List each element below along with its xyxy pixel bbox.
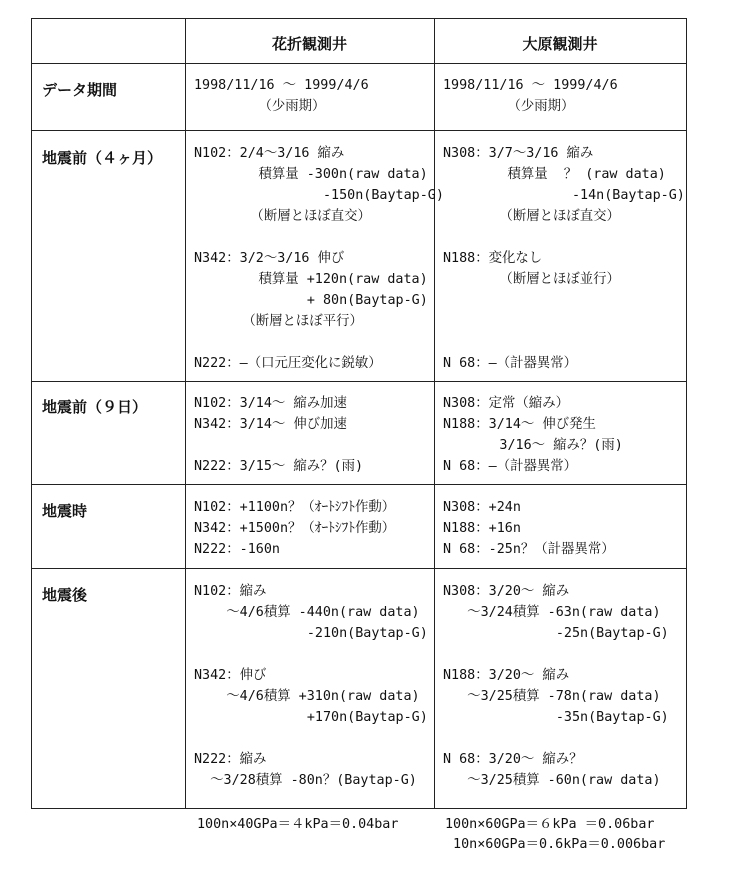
cell-line: 100n×60GPa＝６kPa ＝0.06bar — [445, 817, 655, 832]
cell-line: （少雨期） — [194, 99, 326, 114]
cell-line: N342：伸び — [194, 668, 267, 683]
cell-line: ～3/24積算 -63n(raw data) — [443, 605, 661, 620]
cell-before-9days-hanaore — [194, 393, 363, 477]
row-label-data-period: データ期間 — [42, 81, 118, 99]
cell-line — [443, 290, 685, 311]
row-divider-1 — [32, 130, 686, 131]
footnote-formula-hanaore — [197, 815, 398, 835]
cell-line: 1998/11/16 ～ 1999/4/6 — [194, 78, 369, 93]
cell-line: + 80n(Baytap-G) — [194, 293, 428, 308]
cell-line: 100n×40GPa＝４kPa＝0.04bar — [197, 817, 399, 832]
cell-line: N 68：3/20～ 縮み？ — [443, 752, 583, 767]
row-label-during-quake: 地震時 — [42, 502, 88, 520]
column-divider-1 — [185, 19, 186, 808]
cell-line: -35n(Baytap-G) — [443, 710, 669, 725]
header-hanaore-well: 花折観測井 — [271, 35, 347, 53]
cell-before-9days-ohara — [443, 393, 623, 477]
cell-line: N222：-160n — [194, 542, 280, 557]
cell-line: -14n(Baytap-G) — [443, 188, 685, 203]
row-label-before-4months: 地震前（４ヶ月） — [42, 149, 163, 167]
cell-line — [194, 227, 444, 248]
cell-data-period-ohara — [443, 75, 618, 117]
cell-line: 10n×60GPa＝0.6kPa＝0.006bar — [445, 837, 666, 852]
header-ohara-well: 大原観測井 — [522, 35, 598, 53]
row-label-before-9days: 地震前（９日） — [42, 398, 148, 416]
cell-line: ～3/28積算 -80n？(Baytap-G) — [194, 773, 417, 788]
cell-line: N102：縮み — [194, 584, 267, 599]
cell-line: （断層とほぼ平行） — [194, 314, 363, 329]
cell-line: 積算量 -300n(raw data) — [194, 167, 428, 182]
cell-line: 積算量 +120n(raw data) — [194, 272, 428, 287]
row-label-after-quake: 地震後 — [42, 586, 88, 604]
cell-line — [194, 728, 428, 749]
cell-line: -150n(Baytap-G) — [194, 188, 444, 203]
cell-line: N102：+1100n？（ｵｰﾄｼﾌﾄ作動） — [194, 500, 396, 515]
cell-line: 3/16～ 縮み？(雨) — [443, 438, 623, 453]
row-divider-2 — [32, 381, 686, 382]
cell-line: 積算量 ？ (raw data) — [443, 167, 666, 182]
cell-after-quake-ohara — [443, 581, 669, 791]
cell-line: ～4/6積算 +310n(raw data) — [194, 689, 420, 704]
cell-line: N222：―（口元圧変化に鋭敏） — [194, 356, 382, 371]
cell-line: -25n(Baytap-G) — [443, 626, 669, 641]
cell-line: N342：+1500n？（ｵｰﾄｼﾌﾄ作動） — [194, 521, 396, 536]
cell-during-quake-hanaore — [194, 497, 395, 560]
cell-line: （断層とほぼ直交） — [194, 209, 371, 224]
cell-line: ～3/25積算 -78n(raw data) — [443, 689, 661, 704]
footnote-formula-ohara — [445, 815, 665, 855]
cell-line: N222：3/15～ 縮み？(雨) — [194, 459, 364, 474]
cell-line — [194, 644, 428, 665]
cell-line: N 68：-25n？（計器異常） — [443, 542, 615, 557]
row-divider-3 — [32, 484, 686, 485]
cell-after-quake-hanaore — [194, 581, 428, 791]
cell-line: ～3/25積算 -60n(raw data) — [443, 773, 661, 788]
cell-line: ～4/6積算 -440n(raw data) — [194, 605, 420, 620]
cell-line: （少雨期） — [443, 99, 575, 114]
cell-line: N342：3/14～ 伸び加速 — [194, 417, 347, 432]
cell-line: N308：3/20～ 縮み — [443, 584, 570, 599]
cell-during-quake-ohara — [443, 497, 615, 560]
cell-line: +170n(Baytap-G) — [194, 710, 428, 725]
comparison-table — [31, 18, 687, 809]
cell-line — [443, 311, 685, 332]
cell-line: N 68：―（計器異常） — [443, 356, 578, 371]
cell-before-4months-ohara — [443, 143, 685, 374]
cell-line: N342：3/2～3/16 伸び — [194, 251, 345, 266]
cell-line: （断層とほぼ直交） — [443, 209, 620, 224]
cell-line — [443, 728, 669, 749]
cell-line: N102：3/14～ 縮み加速 — [194, 396, 347, 411]
cell-line: -210n(Baytap-G) — [194, 626, 428, 641]
cell-line: N222：縮み — [194, 752, 267, 767]
cell-line: N188：+16n — [443, 521, 521, 536]
cell-before-4months-hanaore — [194, 143, 444, 374]
cell-line: N188：変化なし — [443, 251, 543, 266]
cell-data-period-hanaore — [194, 75, 369, 117]
cell-line — [194, 332, 444, 353]
column-divider-2 — [434, 19, 435, 808]
cell-line — [443, 332, 685, 353]
cell-line: N 68：―（計器異常） — [443, 459, 578, 474]
cell-line: N188：3/14～ 伸び発生 — [443, 417, 596, 432]
cell-line — [194, 435, 363, 456]
cell-line: N102：2/4～3/16 縮み — [194, 146, 345, 161]
cell-line: （断層とほぼ並行） — [443, 272, 620, 287]
cell-line: N308：3/7～3/16 縮み — [443, 146, 594, 161]
row-divider-header — [32, 63, 686, 64]
cell-line: 1998/11/16 ～ 1999/4/6 — [443, 78, 618, 93]
cell-line: N308：+24n — [443, 500, 521, 515]
cell-line: N188：3/20～ 縮み — [443, 668, 570, 683]
cell-line — [443, 644, 669, 665]
row-divider-4 — [32, 568, 686, 569]
cell-line: N308：定常（縮み） — [443, 396, 569, 411]
cell-line — [443, 227, 685, 248]
